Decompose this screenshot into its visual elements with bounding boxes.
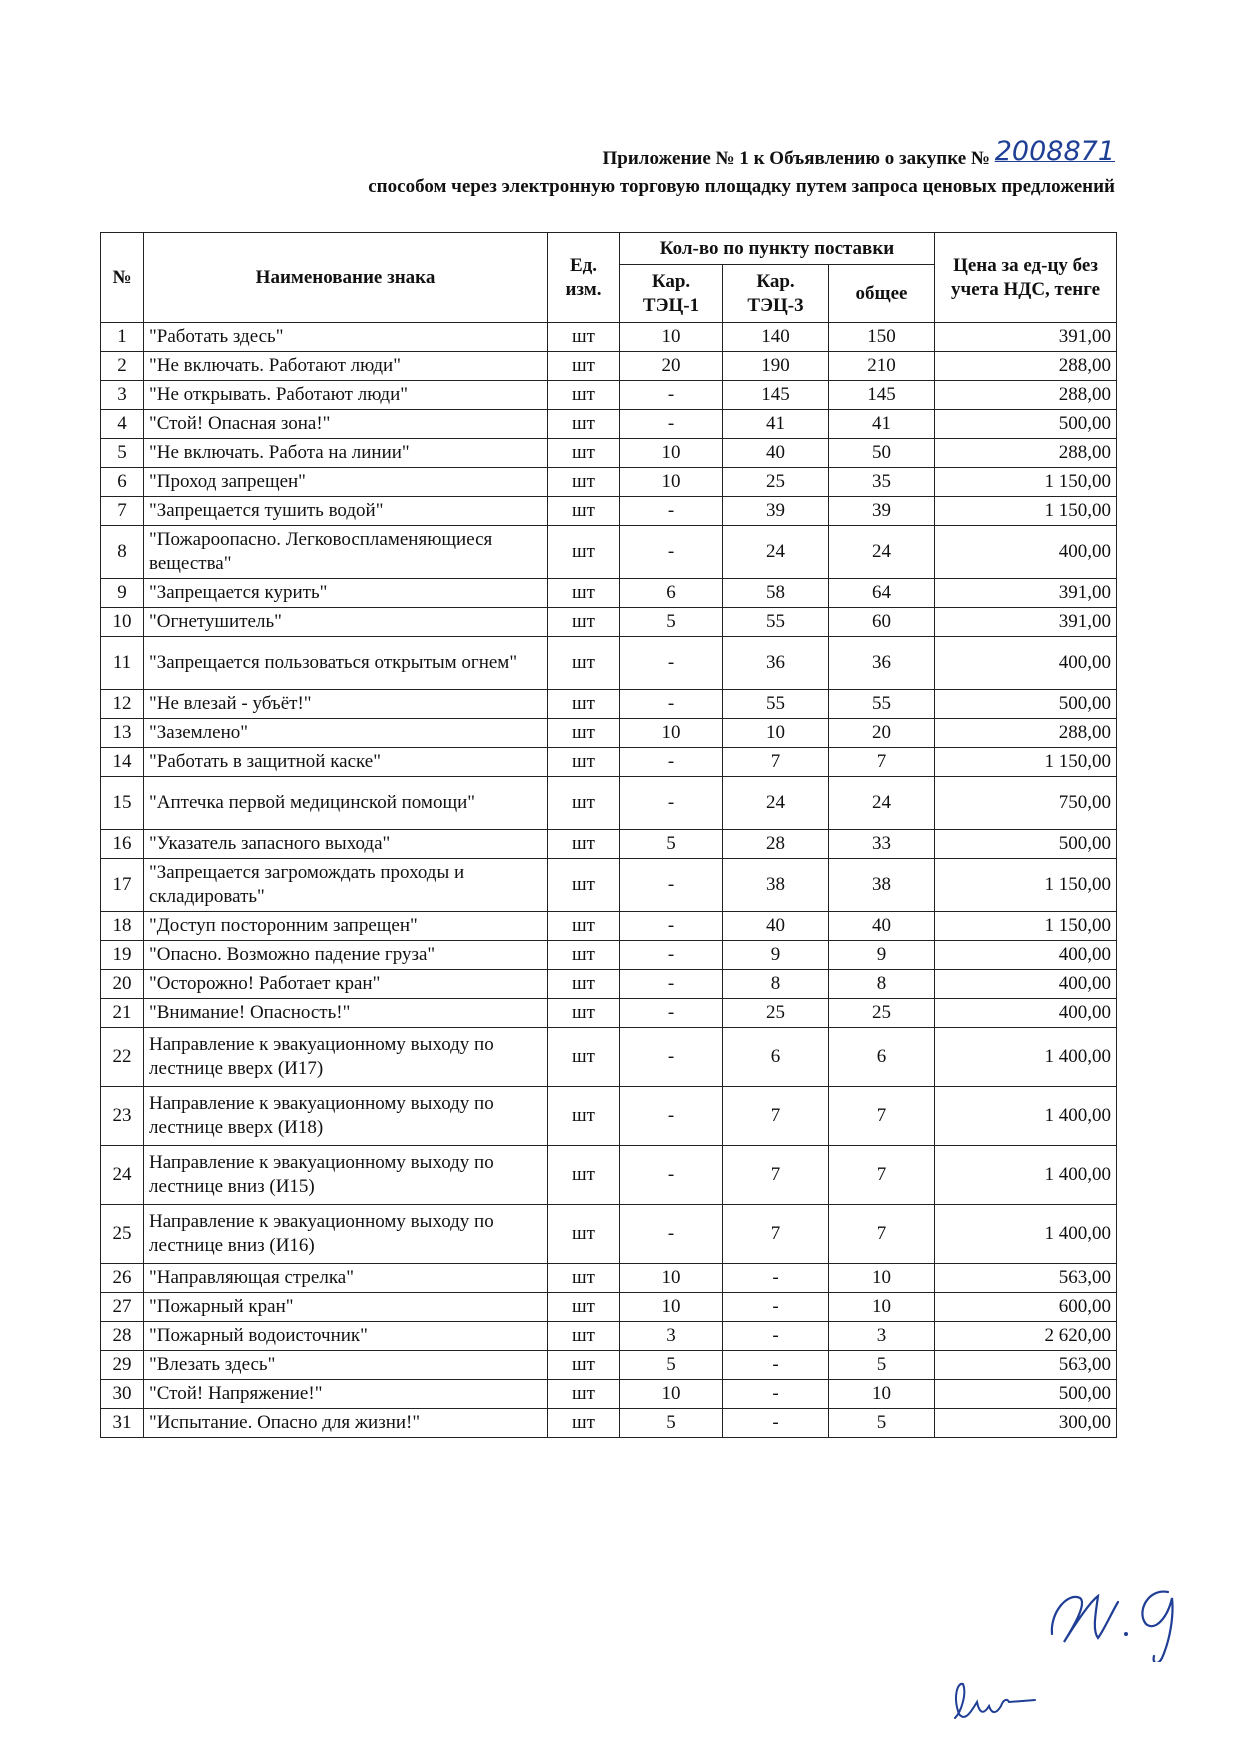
sign-name: "Стой! Напряжение!" [144,1380,548,1409]
table-row [101,1264,1117,1293]
sign-name: "Запрещается загромождать проходы и складировать" [144,859,548,912]
qty-kar3: 58 [723,579,829,608]
qty-total: 64 [829,579,935,608]
unit-price: 500,00 [935,830,1117,859]
table-row [101,1409,1117,1438]
qty-kar3: 7 [723,1087,829,1146]
qty-total: 145 [829,381,935,410]
qty-kar1: - [620,637,723,690]
header-total: общее [829,265,935,323]
row-number: 14 [101,748,144,777]
qty-kar3: 55 [723,690,829,719]
unit: шт [548,690,620,719]
header-kar3: Кар. ТЭЦ-3 [723,265,829,323]
row-number: 24 [101,1146,144,1205]
qty-total: 3 [829,1322,935,1351]
qty-kar3: 7 [723,748,829,777]
unit: шт [548,352,620,381]
signs-table [100,232,1117,1438]
table-row [101,941,1117,970]
qty-kar1: - [620,1146,723,1205]
qty-kar1: - [620,1205,723,1264]
qty-kar3: - [723,1293,829,1322]
sign-name: "Осторожно! Работает кран" [144,970,548,999]
qty-total: 10 [829,1264,935,1293]
qty-kar1: - [620,690,723,719]
unit-price: 1 150,00 [935,468,1117,497]
unit-price: 1 400,00 [935,1087,1117,1146]
qty-kar3: 39 [723,497,829,526]
qty-total: 210 [829,352,935,381]
qty-kar1: - [620,859,723,912]
unit: шт [548,1322,620,1351]
table-row [101,970,1117,999]
table-row [101,526,1117,579]
qty-kar1: - [620,748,723,777]
qty-kar3: - [723,1264,829,1293]
qty-total: 9 [829,941,935,970]
qty-kar1: 10 [620,439,723,468]
qty-total: 6 [829,1028,935,1087]
table-row [101,1380,1117,1409]
qty-kar3: 7 [723,1146,829,1205]
table-row [101,579,1117,608]
row-number: 21 [101,999,144,1028]
table-row [101,637,1117,690]
row-number: 19 [101,941,144,970]
unit-price: 288,00 [935,439,1117,468]
unit-price: 400,00 [935,970,1117,999]
sign-name: Направление к эвакуационному выходу по лестнице вверх (И18) [144,1087,548,1146]
sign-name: "Испытание. Опасно для жизни!" [144,1409,548,1438]
unit: шт [548,579,620,608]
unit-price: 400,00 [935,941,1117,970]
sign-name: Направление к эвакуационному выходу по лестнице вниз (И15) [144,1146,548,1205]
sign-name: "Стой! Опасная зона!" [144,410,548,439]
qty-kar1: 10 [620,323,723,352]
qty-kar1: 5 [620,830,723,859]
table-row [101,748,1117,777]
unit: шт [548,381,620,410]
qty-total: 33 [829,830,935,859]
unit: шт [548,1028,620,1087]
qty-total: 7 [829,1146,935,1205]
unit: шт [548,637,620,690]
annex-title [602,136,1116,171]
qty-kar1: 5 [620,1351,723,1380]
table-row [101,719,1117,748]
unit: шт [548,1380,620,1409]
row-number: 5 [101,439,144,468]
unit-price: 1 400,00 [935,1205,1117,1264]
table-row [101,410,1117,439]
sign-name: "Работать в защитной каске" [144,748,548,777]
qty-kar3: 25 [723,468,829,497]
unit-price: 1 150,00 [935,912,1117,941]
unit: шт [548,912,620,941]
table-row [101,777,1117,830]
qty-kar3: 55 [723,608,829,637]
unit-price: 2 620,00 [935,1322,1117,1351]
unit: шт [548,941,620,970]
unit: шт [548,859,620,912]
row-number: 11 [101,637,144,690]
table-row [101,1322,1117,1351]
qty-kar1: - [620,970,723,999]
unit: шт [548,970,620,999]
qty-kar3: 8 [723,970,829,999]
qty-kar3: 9 [723,941,829,970]
sign-name: "Пожарный водоисточник" [144,1322,548,1351]
unit: шт [548,1205,620,1264]
unit-price: 1 150,00 [935,859,1117,912]
row-number: 6 [101,468,144,497]
sign-name: Направление к эвакуационному выходу по лестнице вниз (И16) [144,1205,548,1264]
qty-total: 150 [829,323,935,352]
row-number: 25 [101,1205,144,1264]
qty-kar1: 6 [620,579,723,608]
qty-kar1: - [620,410,723,439]
qty-total: 7 [829,1087,935,1146]
unit-price: 391,00 [935,608,1117,637]
unit-price: 500,00 [935,1380,1117,1409]
unit-price: 1 150,00 [935,497,1117,526]
unit: шт [548,1087,620,1146]
sign-name: "Опасно. Возможно падение груза" [144,941,548,970]
unit: шт [548,777,620,830]
table-row [101,468,1117,497]
table-row [101,352,1117,381]
qty-total: 50 [829,439,935,468]
unit: шт [548,526,620,579]
row-number: 13 [101,719,144,748]
unit: шт [548,608,620,637]
qty-total: 60 [829,608,935,637]
qty-total: 36 [829,637,935,690]
qty-kar3: - [723,1380,829,1409]
signs-table-body [101,323,1117,1438]
unit-price: 563,00 [935,1351,1117,1380]
sign-name: "Влезать здесь" [144,1351,548,1380]
qty-kar1: - [620,912,723,941]
unit: шт [548,999,620,1028]
unit-price: 1 400,00 [935,1146,1117,1205]
unit-price: 563,00 [935,1264,1117,1293]
table-row [101,830,1117,859]
table-row [101,608,1117,637]
qty-kar1: - [620,1028,723,1087]
table-row [101,1028,1117,1087]
unit-price: 500,00 [935,410,1117,439]
qty-kar3: - [723,1351,829,1380]
row-number: 17 [101,859,144,912]
table-row [101,912,1117,941]
unit: шт [548,410,620,439]
table-row [101,690,1117,719]
qty-total: 25 [829,999,935,1028]
sign-name: "Пожарный кран" [144,1293,548,1322]
row-number: 4 [101,410,144,439]
row-number: 31 [101,1409,144,1438]
qty-kar1: 3 [620,1322,723,1351]
unit-price: 400,00 [935,637,1117,690]
row-number: 30 [101,1380,144,1409]
unit-price: 391,00 [935,579,1117,608]
row-number: 20 [101,970,144,999]
row-number: 26 [101,1264,144,1293]
row-number: 18 [101,912,144,941]
table-row [101,1205,1117,1264]
row-number: 15 [101,777,144,830]
qty-kar3: - [723,1322,829,1351]
unit: шт [548,1146,620,1205]
qty-kar3: 41 [723,410,829,439]
sign-name: "Не включать. Работа на линии" [144,439,548,468]
sign-name: "Аптечка первой медицинской помощи" [144,777,548,830]
qty-total: 5 [829,1409,935,1438]
qty-kar1: 20 [620,352,723,381]
row-number: 23 [101,1087,144,1146]
unit: шт [548,1264,620,1293]
qty-total: 41 [829,410,935,439]
row-number: 22 [101,1028,144,1087]
row-number: 10 [101,608,144,637]
unit-price: 750,00 [935,777,1117,830]
sign-name: "Работать здесь" [144,323,548,352]
row-number: 28 [101,1322,144,1351]
qty-total: 39 [829,497,935,526]
unit: шт [548,1351,620,1380]
unit-price: 288,00 [935,719,1117,748]
sign-name: "Огнетушитель" [144,608,548,637]
unit: шт [548,323,620,352]
unit-price: 400,00 [935,999,1117,1028]
unit: шт [548,1409,620,1438]
unit: шт [548,468,620,497]
qty-kar3: 40 [723,912,829,941]
sign-name: Направление к эвакуационному выходу по лестнице вверх (И17) [144,1028,548,1087]
annex-title-text: Приложение № 1 к Объявлению о закупке № [602,148,990,169]
unit-price: 1 400,00 [935,1028,1117,1087]
qty-kar3: 25 [723,999,829,1028]
table-row [101,497,1117,526]
sign-name: "Не влезай - убъёт!" [144,690,548,719]
qty-kar1: 10 [620,1380,723,1409]
qty-kar3: 145 [723,381,829,410]
sign-name: "Направляющая стрелка" [144,1264,548,1293]
qty-kar3: 24 [723,526,829,579]
unit: шт [548,1293,620,1322]
qty-kar1: 10 [620,719,723,748]
header-price: Цена за ед-цу без учета НДС, тенге [935,233,1117,323]
sign-name: "Доступ посторонним запрещен" [144,912,548,941]
qty-kar1: - [620,941,723,970]
table-row [101,381,1117,410]
qty-total: 5 [829,1351,935,1380]
qty-kar1: - [620,526,723,579]
sign-name: "Не открывать. Работают люди" [144,381,548,410]
unit-price: 400,00 [935,526,1117,579]
row-number: 8 [101,526,144,579]
qty-kar1: 10 [620,1293,723,1322]
unit-price: 1 150,00 [935,748,1117,777]
unit: шт [548,497,620,526]
row-number: 12 [101,690,144,719]
qty-total: 24 [829,777,935,830]
qty-total: 24 [829,526,935,579]
signature [1040,1572,1190,1662]
row-number: 3 [101,381,144,410]
table-row [101,1293,1117,1322]
qty-kar3: 40 [723,439,829,468]
sign-name: "Запрещается курить" [144,579,548,608]
sign-name: "Указатель запасного выхода" [144,830,548,859]
unit: шт [548,439,620,468]
qty-total: 40 [829,912,935,941]
qty-kar1: 10 [620,1264,723,1293]
table-row [101,1351,1117,1380]
qty-kar1: - [620,777,723,830]
qty-kar1: - [620,381,723,410]
header-qty-group: Кол-во по пункту поставки [620,233,935,265]
qty-kar1: - [620,497,723,526]
sign-name: "Запрещается тушить водой" [144,497,548,526]
sign-name: "Проход запрещен" [144,468,548,497]
table-row [101,1087,1117,1146]
qty-kar3: 190 [723,352,829,381]
table-row [101,1146,1117,1205]
unit-price: 500,00 [935,690,1117,719]
table-row [101,859,1117,912]
qty-kar3: 38 [723,859,829,912]
qty-kar1: - [620,1087,723,1146]
sign-name: "Заземлено" [144,719,548,748]
row-number: 7 [101,497,144,526]
qty-kar3: 24 [723,777,829,830]
qty-total: 55 [829,690,935,719]
sign-name: "Внимание! Опасность!" [144,999,548,1028]
qty-total: 35 [829,468,935,497]
initials-signature [945,1672,1045,1732]
row-number: 9 [101,579,144,608]
qty-total: 7 [829,748,935,777]
qty-kar3: 140 [723,323,829,352]
header-unit: Ед. изм. [548,233,620,323]
unit-price: 391,00 [935,323,1117,352]
row-number: 16 [101,830,144,859]
unit-price: 600,00 [935,1293,1117,1322]
qty-total: 7 [829,1205,935,1264]
unit-price: 288,00 [935,352,1117,381]
unit-price: 300,00 [935,1409,1117,1438]
qty-total: 10 [829,1293,935,1322]
header-kar1: Кар. ТЭЦ-1 [620,265,723,323]
qty-kar3: - [723,1409,829,1438]
qty-kar1: 5 [620,1409,723,1438]
table-row [101,439,1117,468]
qty-kar1: 5 [620,608,723,637]
qty-total: 20 [829,719,935,748]
annex-subtitle: способом через электронную торговую площадку путем запроса ценовых предложений [368,176,1115,197]
unit: шт [548,830,620,859]
table-row [101,323,1117,352]
qty-kar3: 10 [723,719,829,748]
sign-name: "Запрещается пользоваться открытым огнем" [144,637,548,690]
qty-kar3: 7 [723,1205,829,1264]
qty-kar3: 36 [723,637,829,690]
sign-name: "Не включать. Работают люди" [144,352,548,381]
row-number: 27 [101,1293,144,1322]
unit: шт [548,719,620,748]
qty-kar3: 6 [723,1028,829,1087]
row-number: 2 [101,352,144,381]
sign-name: "Пожароопасно. Легковоспламеняющиеся вещества" [144,526,548,579]
row-number: 29 [101,1351,144,1380]
unit: шт [548,748,620,777]
qty-kar3: 28 [723,830,829,859]
row-number: 1 [101,323,144,352]
qty-total: 10 [829,1380,935,1409]
qty-kar1: - [620,999,723,1028]
unit-price: 288,00 [935,381,1117,410]
handwritten-procurement-number: 2008871 [994,136,1115,167]
header-name: Наименование знака [144,233,548,323]
qty-kar1: 10 [620,468,723,497]
qty-total: 38 [829,859,935,912]
qty-total: 8 [829,970,935,999]
header-num: № [101,233,144,323]
table-row [101,999,1117,1028]
